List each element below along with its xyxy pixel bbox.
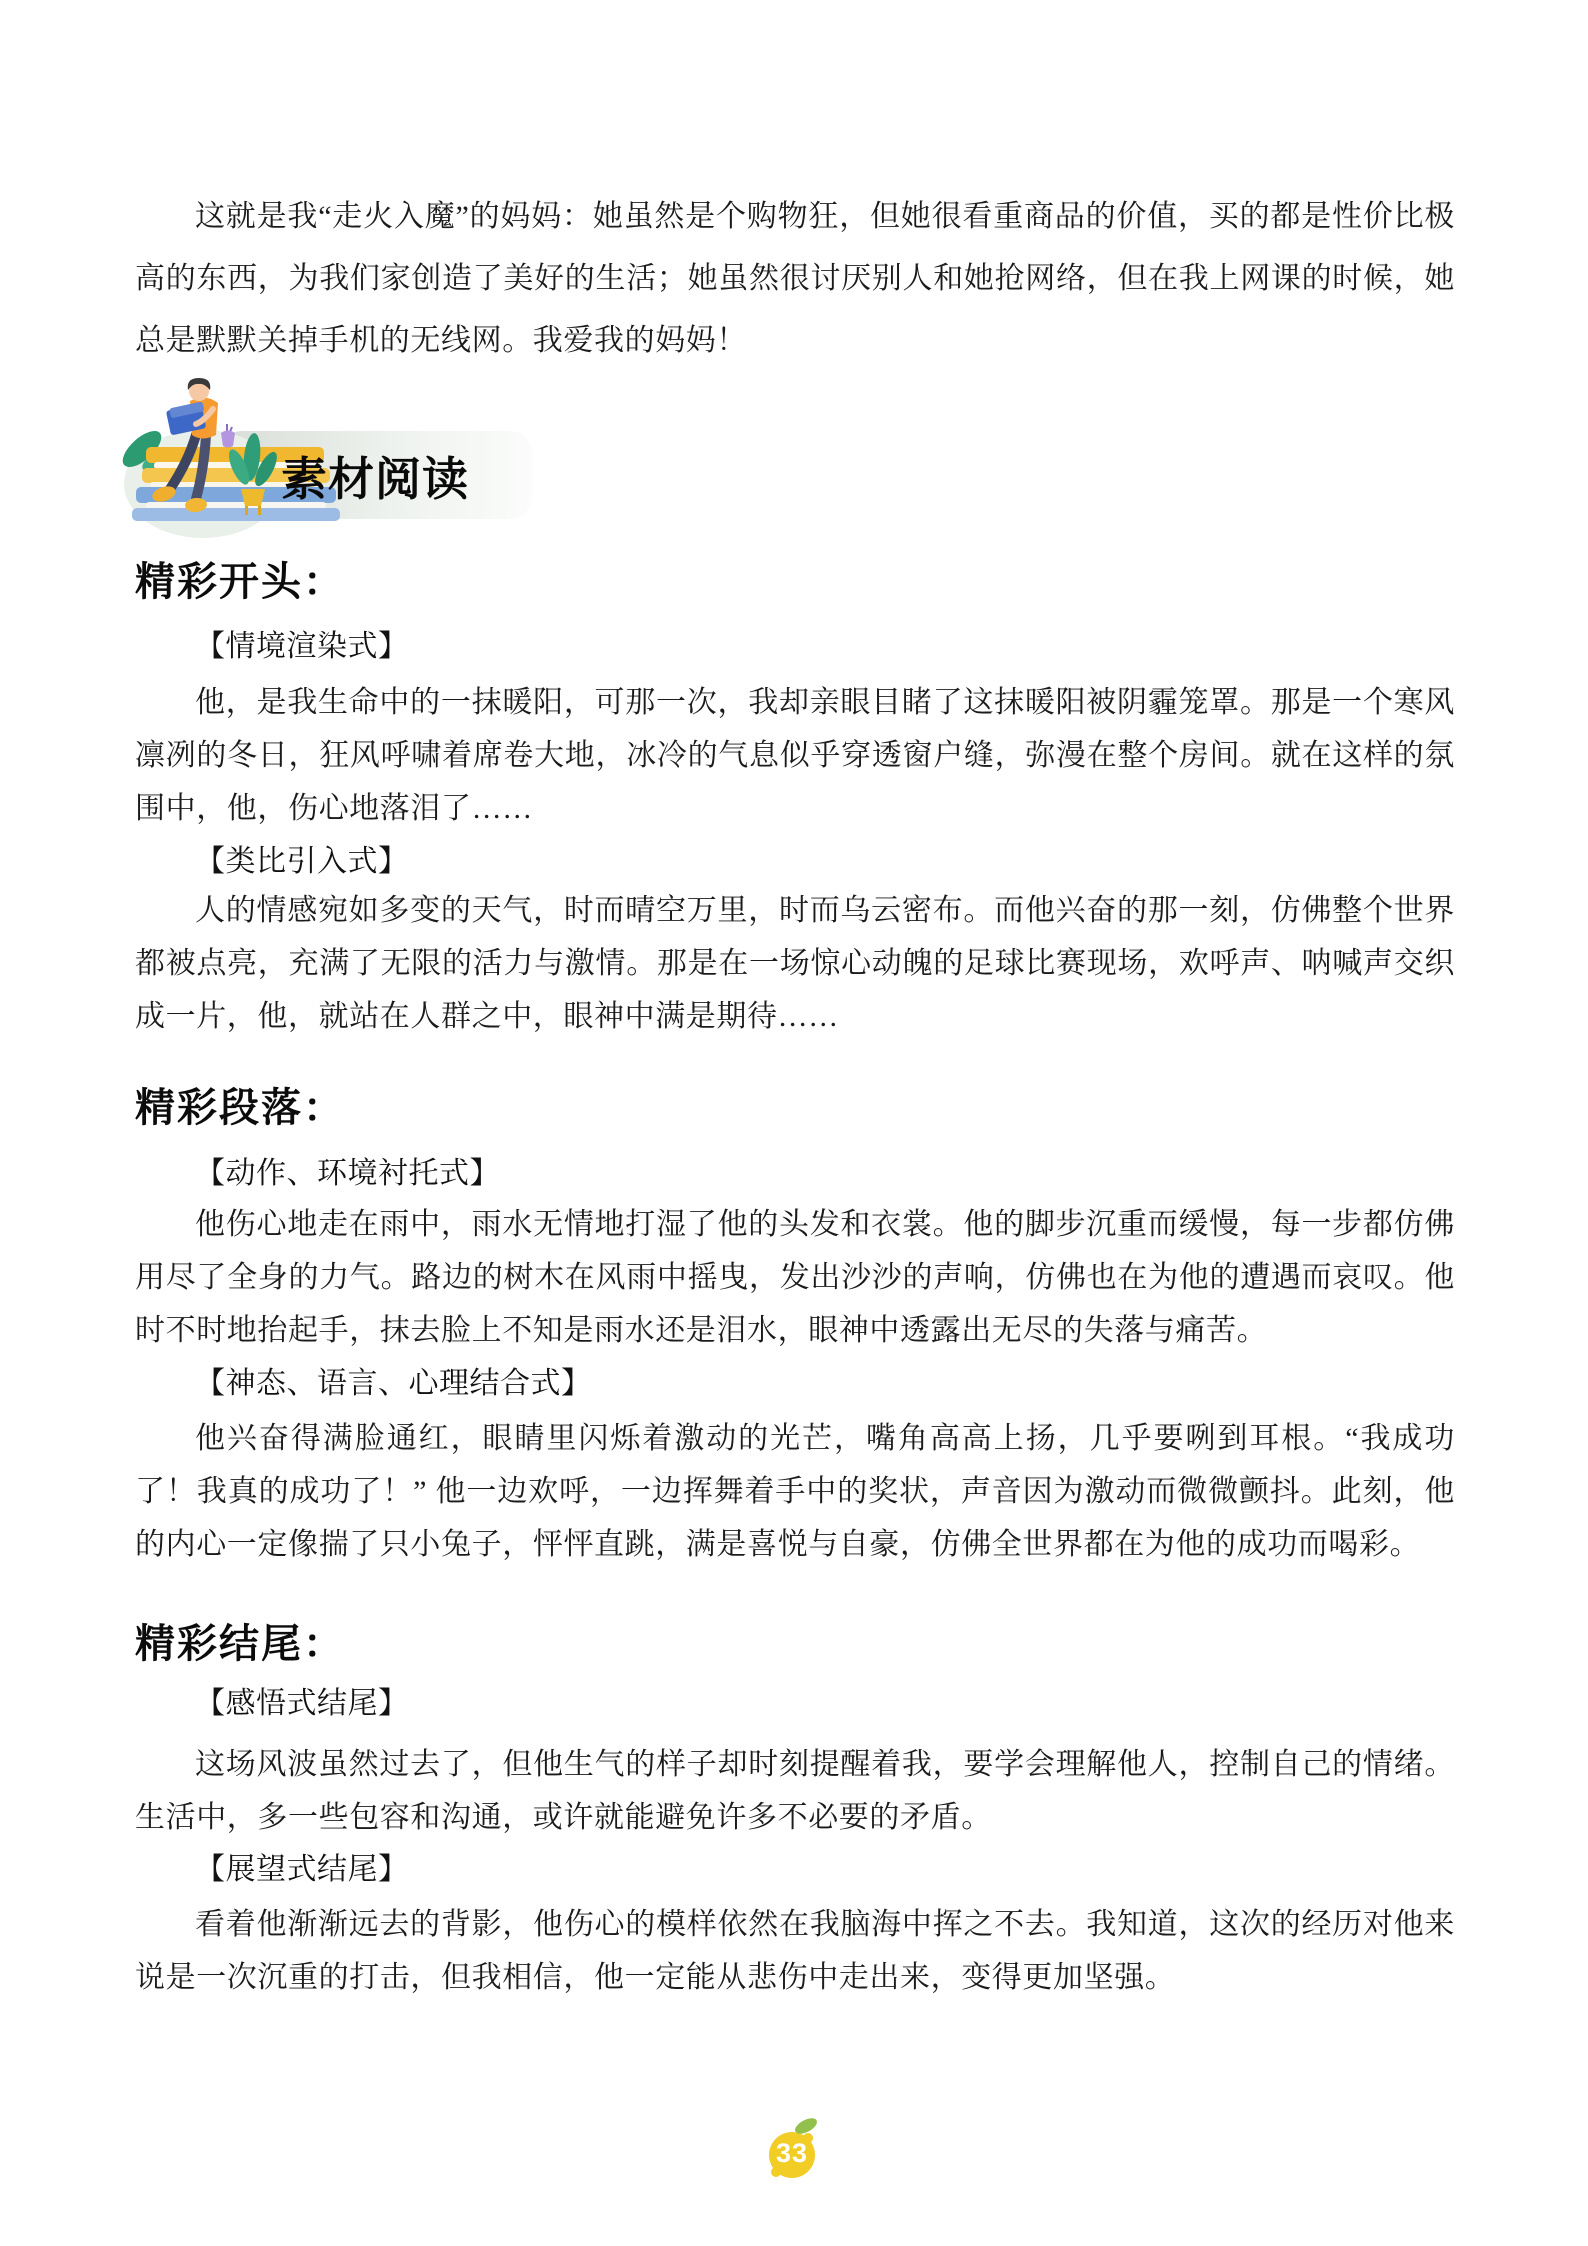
- material-type-label: 【展望式结尾】: [195, 1853, 409, 1886]
- section-heading-endings: 精彩结尾：: [135, 1621, 345, 1666]
- material-type-label: 【情境渲染式】: [195, 630, 409, 663]
- material-paragraph: 这场风波虽然过去了，但他生气的样子却时刻提醒着我，要学会理解他人，控制自己的情绪。生活中，多一些包容和沟通，或许就能避免许多不必要的矛盾。: [135, 1748, 1455, 1834]
- material-paragraph: 人的情感宛如多变的天气，时而晴空万里，时而乌云密布。而他兴奋的那一刻，仿佛整个世界都被点亮，充满了无限的活力与激情。那是在一场惊心动魄的足球比赛现场，欢呼声、呐喊声交织成一片，他，就站在人群之中，眼神中满是期待……: [135, 894, 1455, 1033]
- intro-paragraph: 这就是我“走火入魔”的妈妈：她虽然是个购物狂，但她很看重商品的价值，买的都是性价比极高的东西，为我们家创造了美好的生活；她虽然很讨厌别人和她抢网络，但在我上网课的时候，她总是默默关掉手机的无线网。我爱我的妈妈！: [135, 200, 1455, 357]
- section-heading-paragraphs: 精彩段落：: [135, 1085, 345, 1130]
- material-paragraph: 他兴奋得满脸通红，眼睛里闪烁着激动的光芒，嘴角高高上扬，几乎要咧到耳根。“我成功了！我真的成功了！” 他一边欢呼，一边挥舞着手中的奖状，声音因为激动而微微颤抖。此刻，他的内心一定像揣了只小兔子，怦怦直跳，满是喜悦与自豪，仿佛全世界都在为他的成功而喝彩。: [135, 1422, 1455, 1561]
- vase-icon: [221, 424, 235, 448]
- material-type-label: 【感悟式结尾】: [195, 1687, 409, 1720]
- material-type-label: 【动作、环境衬托式】: [195, 1157, 500, 1190]
- page-number: 33: [775, 2138, 809, 2168]
- material-paragraph: 看着他渐渐远去的背影，他伤心的模样依然在我脑海中挥之不去。我知道，这次的经历对他来说是一次沉重的打击，但我相信，他一定能从悲伤中走出来，变得更加坚强。: [135, 1908, 1455, 1994]
- material-paragraph: 他，是我生命中的一抹暖阳，可那一次，我却亲眼目睹了这抹暖阳被阴霾笼罩。那是一个寒风凛冽的冬日，狂风呼啸着席卷大地，冰冷的气息似乎穿透窗户缝，弥漫在整个房间。就在这样的氛围中，他，伤心地落泪了……: [135, 686, 1455, 825]
- material-type-label: 【神态、语言、心理结合式】: [195, 1367, 592, 1400]
- material-paragraph: 他伤心地走在雨中，雨水无情地打湿了他的头发和衣裳。他的脚步沉重而缓慢，每一步都仿佛用尽了全身的力气。路边的树木在风雨中摇曳，发出沙沙的声响，仿佛也在为他的遭遇而哀叹。他时不时地抬起手，抹去脸上不知是雨水还是泪水，眼神中透露出无尽的失落与痛苦。: [135, 1208, 1455, 1347]
- banner-title: 素材阅读: [281, 454, 469, 505]
- material-type-label: 【类比引入式】: [195, 845, 409, 878]
- section-heading-openings: 精彩开头：: [135, 559, 345, 604]
